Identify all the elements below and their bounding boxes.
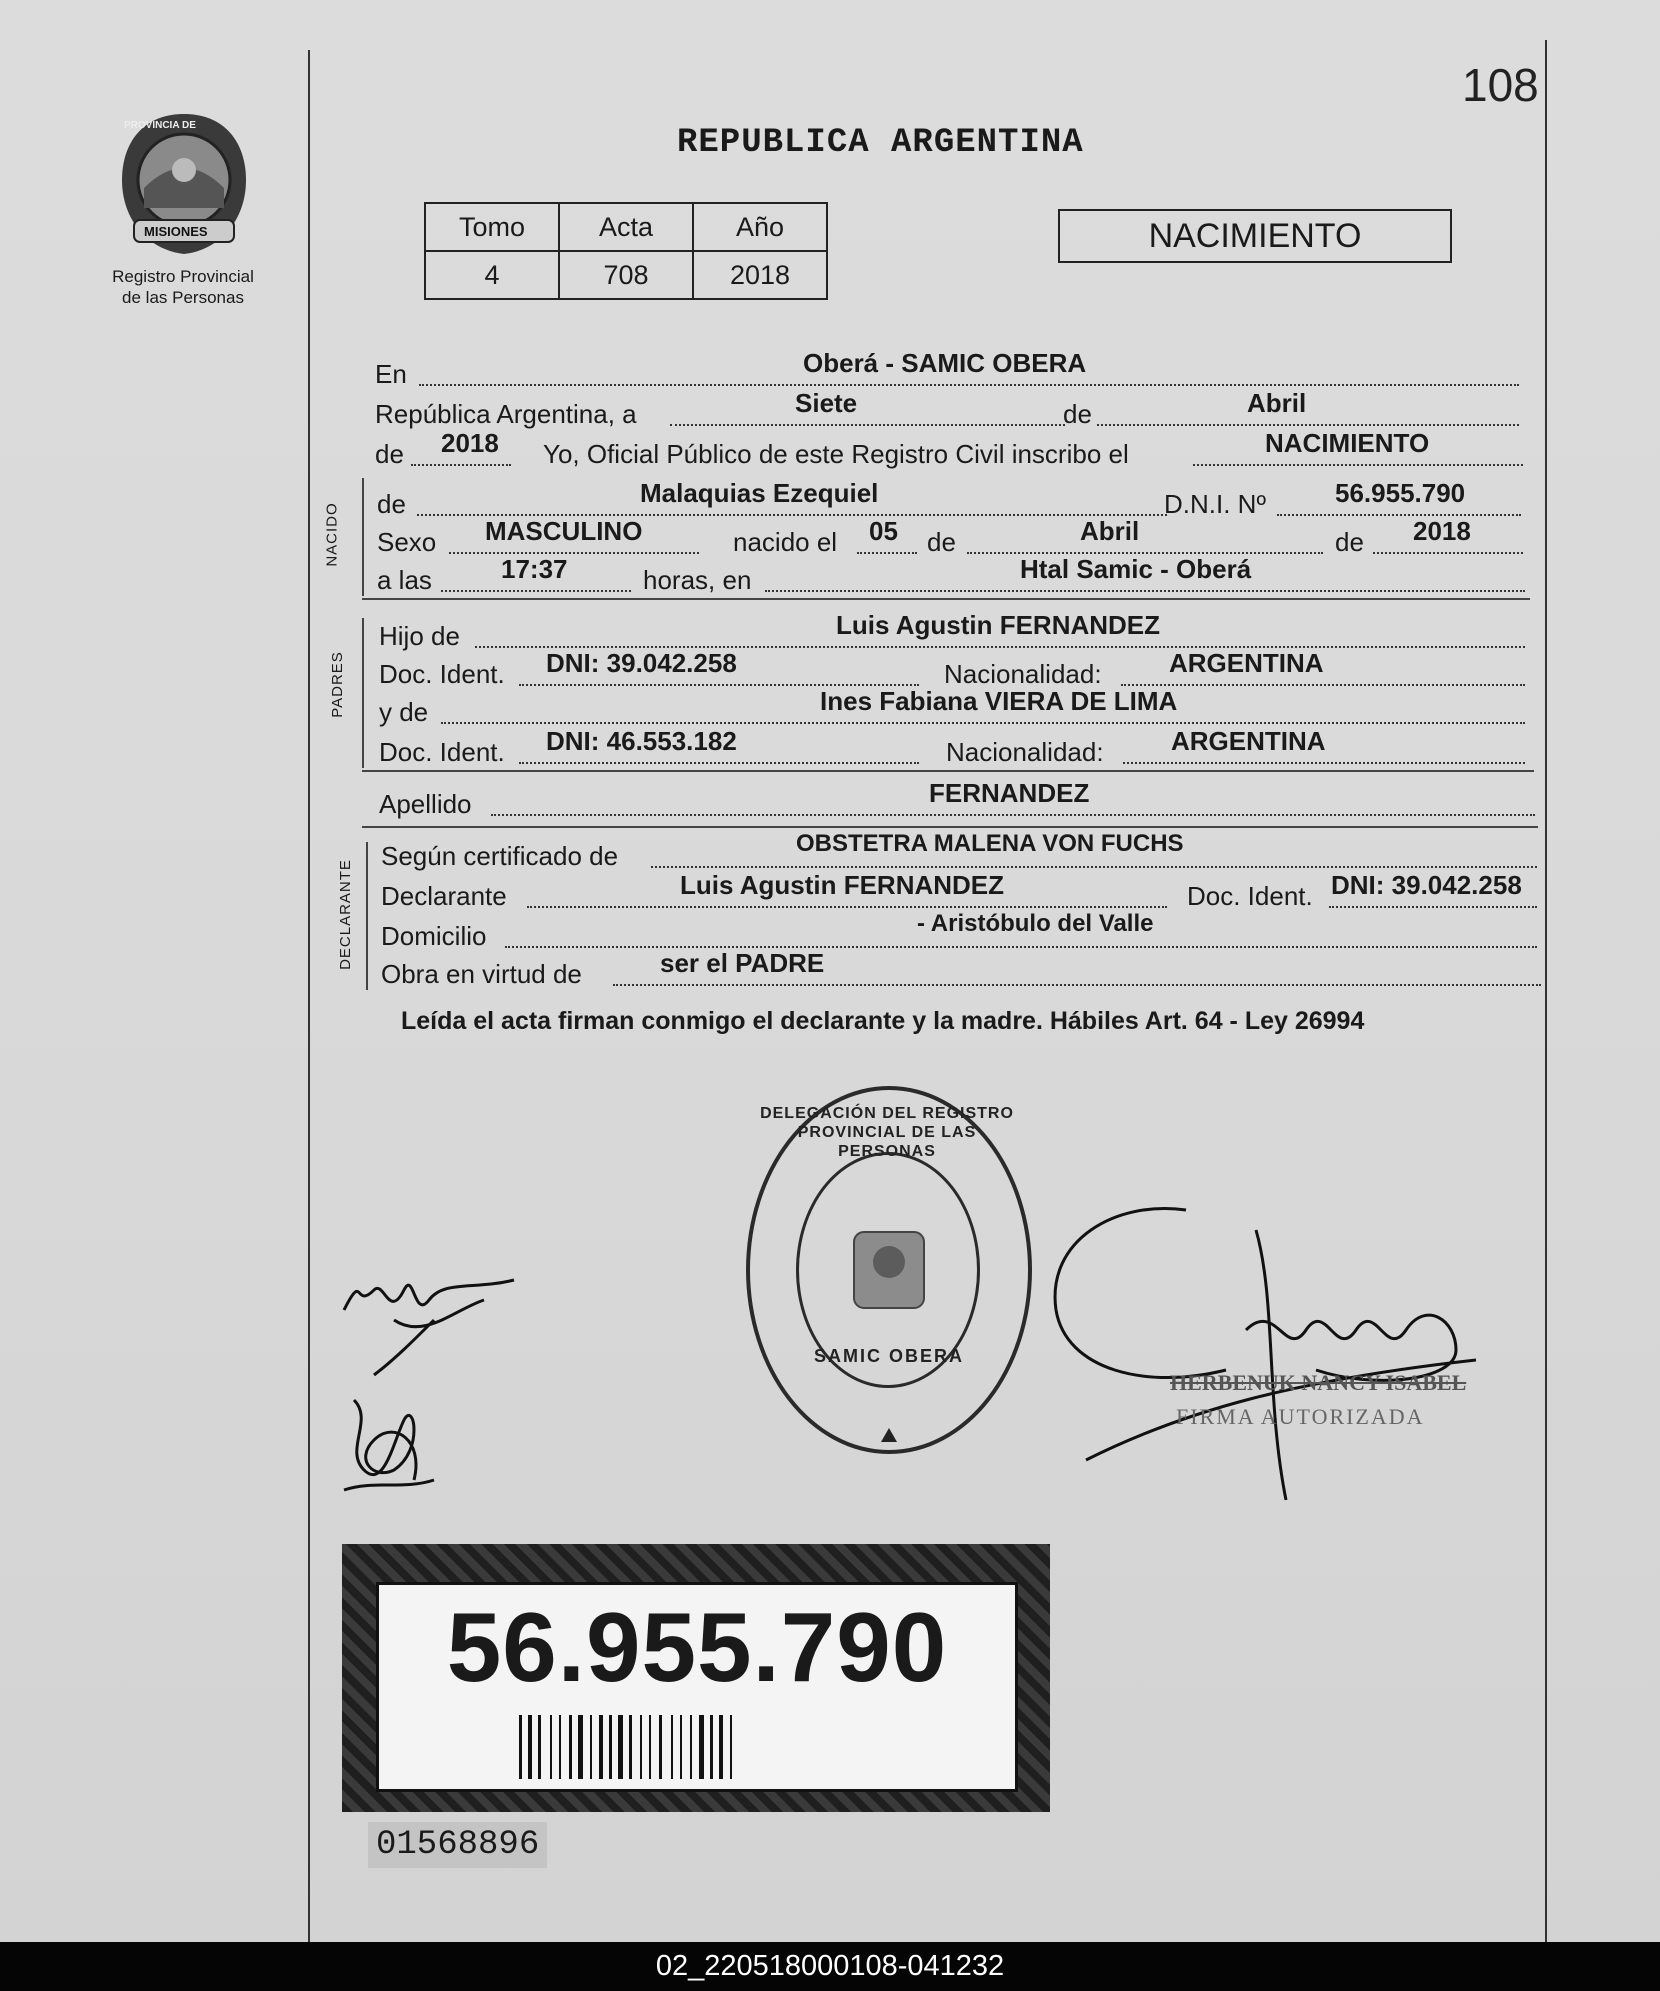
row-certificate	[381, 830, 1539, 874]
dotted-line	[1193, 464, 1523, 466]
official-signature-icon	[1036, 1200, 1486, 1510]
row-official	[375, 428, 1525, 472]
barcode-bar	[599, 1715, 603, 1779]
barcode-bar	[609, 1715, 612, 1779]
dotted-line	[527, 906, 1167, 908]
registry-label-line2: de las Personas	[122, 288, 244, 307]
barcode-bar	[618, 1715, 623, 1779]
signature-name: HERBENUK NANCY ISABEL	[1170, 1370, 1467, 1395]
dotted-line	[519, 762, 919, 764]
dotted-line	[651, 866, 1537, 868]
republica-label: República Argentina, a	[375, 399, 637, 429]
section-divider	[366, 842, 368, 990]
table-value-acta: 708	[559, 251, 693, 299]
de-label: de	[1063, 399, 1092, 429]
dotted-line	[1097, 424, 1519, 426]
row-time	[377, 554, 1525, 598]
right-margin-line	[1545, 40, 1547, 1942]
declarant-signature-icon	[334, 1250, 524, 1380]
father-nat-label: Nacionalidad:	[944, 659, 1102, 689]
barcode-bar	[538, 1715, 541, 1779]
mother-doc-label: Doc. Ident.	[379, 737, 505, 767]
serial-number: 01568896	[368, 1822, 547, 1868]
certificate-label: Según certificado de	[381, 841, 619, 871]
mother-nat-value: ARGENTINA	[1171, 726, 1326, 756]
barcode-bar	[519, 1715, 522, 1779]
document-type: NACIMIENTO	[1148, 216, 1362, 255]
section-label-declarante: DECLARANTE	[336, 859, 354, 970]
row-mother-doc	[379, 726, 1527, 770]
record-table-value-row	[425, 251, 827, 299]
barcode-number: 56.955.790	[446, 1592, 948, 1702]
barcode-bars	[519, 1715, 939, 1779]
year-value: 2018	[441, 428, 499, 458]
father-doc-label: Doc. Ident.	[379, 659, 505, 689]
barcode-bar	[671, 1715, 673, 1779]
row-en	[375, 348, 1520, 392]
born-month: Abril	[1080, 516, 1140, 546]
hours-label: horas, en	[643, 565, 752, 595]
mother-doc-value: DNI: 46.553.182	[546, 726, 737, 756]
table-header-tomo: Tomo	[425, 203, 559, 251]
declarant-doc-label: Doc. Ident.	[1187, 881, 1313, 911]
sex-value: MASCULINO	[485, 516, 643, 546]
father-value: Luis Agustin FERNANDEZ	[836, 610, 1161, 640]
section-separator	[362, 770, 1534, 772]
row-capacity	[381, 948, 1543, 992]
table-value-tomo: 4	[425, 251, 559, 299]
birth-place-value: Htal Samic - Oberá	[1020, 554, 1252, 584]
certificate-value: OBSTETRA MALENA VON FUCHS	[796, 830, 1184, 857]
section-divider	[362, 618, 364, 768]
father-label: Hijo de	[379, 621, 460, 651]
row-declarant	[381, 870, 1539, 914]
barcode-bar	[590, 1715, 592, 1779]
father-nat-value: ARGENTINA	[1169, 648, 1324, 678]
row-mother	[379, 686, 1527, 730]
dotted-line	[613, 984, 1541, 986]
footer-id: 02_220518000108-041232	[655, 1950, 1005, 1982]
child-name-label: de	[377, 489, 406, 519]
dotted-line	[1329, 906, 1537, 908]
barcode-bar	[649, 1715, 651, 1779]
section-label-nacido: NACIDO	[323, 502, 341, 567]
table-header-acta: Acta	[559, 203, 693, 251]
dotted-line	[411, 464, 511, 466]
dotted-line	[857, 552, 917, 554]
act-value: NACIMIENTO	[1265, 428, 1430, 458]
table-header-ano: Año	[693, 203, 827, 251]
sex-label: Sexo	[377, 527, 437, 557]
record-table	[424, 202, 828, 300]
row-address	[381, 910, 1539, 954]
declarant-label: Declarante	[381, 881, 507, 911]
dotted-line	[449, 552, 699, 554]
capacity-label: Obra en virtud de	[381, 959, 582, 989]
barcode-bar	[629, 1715, 632, 1779]
dni-value: 56.955.790	[1335, 478, 1466, 508]
born-day: 05	[869, 516, 898, 546]
surname-label: Apellido	[379, 789, 472, 819]
time-label: a las	[377, 565, 432, 595]
signature-caption: FIRMA AUTORIZADA	[1176, 1404, 1425, 1429]
mother-value: Ines Fabiana VIERA DE LIMA	[820, 686, 1178, 716]
en-label: En	[375, 359, 407, 389]
capacity-value: ser el PADRE	[660, 948, 825, 978]
father-doc-value: DNI: 39.042.258	[546, 648, 737, 678]
year-prefix: de	[375, 439, 404, 469]
official-stamp	[746, 1086, 1032, 1454]
born-label: nacido el	[733, 527, 838, 557]
section-separator	[362, 826, 1538, 828]
dotted-line	[441, 722, 1525, 724]
table-value-ano: 2018	[693, 251, 827, 299]
declarant-doc-value: DNI: 39.042.258	[1331, 870, 1522, 900]
barcode-bar	[730, 1715, 732, 1779]
dotted-line	[1121, 684, 1525, 686]
barcode-bar	[719, 1715, 723, 1779]
dni-label: D.N.I. Nº	[1164, 489, 1266, 519]
country-title: REPUBLICA ARGENTINA	[677, 124, 1084, 162]
dotted-line	[1373, 552, 1523, 554]
barcode-bar	[569, 1715, 572, 1779]
address-label: Domicilio	[381, 921, 487, 951]
barcode-bar	[550, 1715, 552, 1779]
section-label-padres: PADRES	[328, 651, 346, 718]
mother-nat-label: Nacionalidad:	[946, 737, 1104, 767]
left-margin-line	[308, 50, 310, 1942]
dotted-line	[1123, 762, 1525, 764]
mother-signature-icon	[334, 1380, 444, 1500]
barcode-panel	[376, 1582, 1018, 1792]
footer-bar	[0, 1942, 1660, 1991]
mother-label: y de	[379, 697, 429, 727]
address-value: - Aristóbulo del Valle	[917, 910, 1154, 937]
page-number: 108	[1462, 59, 1539, 111]
dotted-line	[491, 814, 1535, 816]
official-text: Yo, Oficial Público de este Registro Civil inscribo el	[543, 439, 1129, 469]
barcode-bar	[528, 1715, 532, 1779]
day-value: Siete	[795, 388, 858, 418]
logo-text-top: PROVINCIA DE	[124, 120, 196, 131]
barcode-bar	[710, 1715, 713, 1779]
barcode-bar	[559, 1715, 561, 1779]
logo-text-bottom: MISIONES	[144, 224, 208, 239]
section-separator	[362, 598, 1530, 600]
barcode-bar	[659, 1715, 662, 1779]
stamp-text: DELEGACIÓN DEL REGISTRO PROVINCIAL DE LAS PERSONAS	[760, 1105, 1014, 1160]
surname-value: FERNANDEZ	[929, 778, 1090, 808]
dotted-line	[1277, 514, 1521, 516]
document-type-box	[1058, 209, 1452, 263]
registry-logo	[116, 108, 252, 263]
time-value: 17:37	[501, 554, 568, 584]
month-value: Abril	[1247, 388, 1307, 418]
dotted-line	[765, 590, 1525, 592]
closing-text: Leída el acta firman conmigo el declarante y la madre. Hábiles Art. 64 - Ley 26994	[401, 1007, 1365, 1035]
barcode-bar	[680, 1715, 682, 1779]
dotted-line	[419, 384, 1519, 386]
barcode-bar	[578, 1715, 583, 1779]
child-name-value: Malaquias Ezequiel	[640, 478, 879, 508]
stamp-inner-text: SAMIC OBERA	[813, 1346, 964, 1366]
row-date	[375, 388, 1520, 432]
dotted-line	[670, 424, 1065, 426]
born-year: 2018	[1413, 516, 1471, 546]
record-table-header-row	[425, 203, 827, 251]
registry-label-line1: Registro Provincial	[112, 267, 254, 286]
registry-label	[83, 266, 283, 308]
row-surname	[379, 778, 1537, 822]
born-de-label: de	[927, 527, 956, 557]
born-de2-label: de	[1335, 527, 1364, 557]
dotted-line	[441, 590, 631, 592]
barcode-bar	[690, 1715, 692, 1779]
barcode-label	[342, 1544, 1050, 1812]
en-value: Oberá - SAMIC OBERA	[803, 348, 1087, 378]
section-divider	[362, 478, 364, 596]
barcode-bar	[640, 1715, 642, 1779]
barcode-bar	[699, 1715, 704, 1779]
declarant-value: Luis Agustin FERNANDEZ	[680, 870, 1005, 900]
